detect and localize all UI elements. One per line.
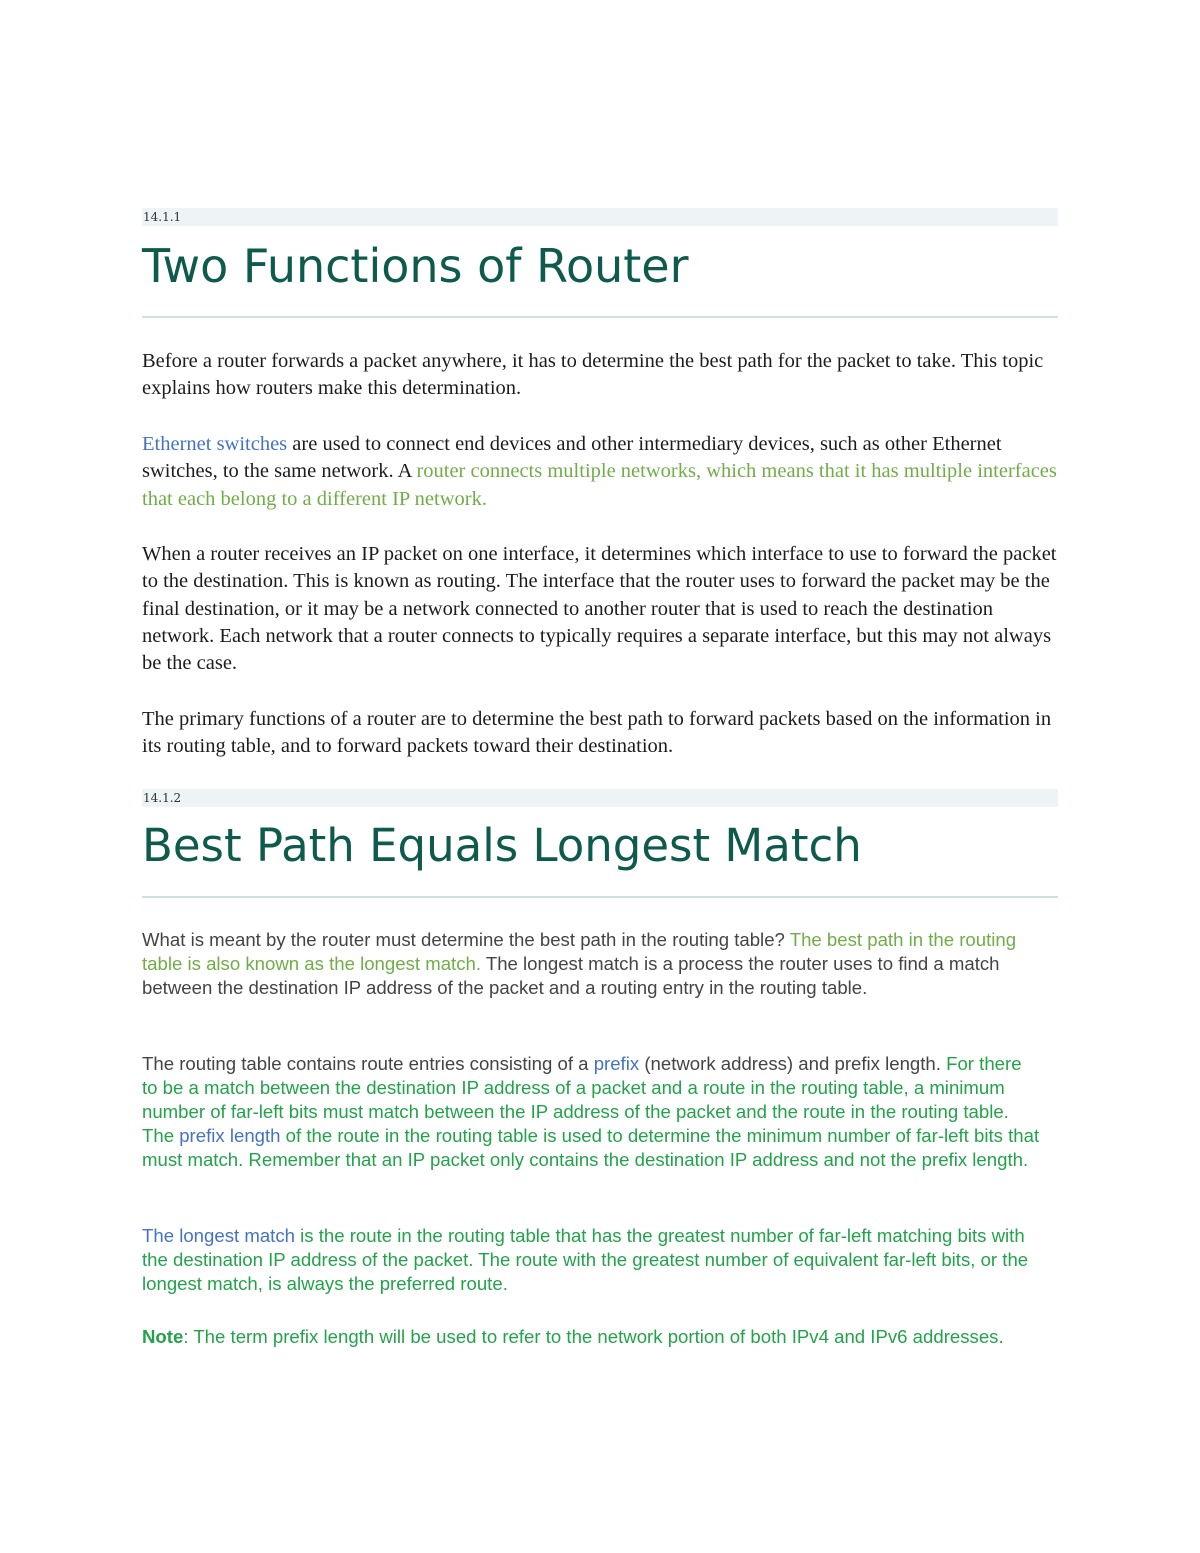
green-highlight: is the route in the routing table that has the greatest number of far-left matching bits with the destination IP address of the packet. The route with the greatest number of equivalent far-left bits, or the longest match, is always the preferred route.: [142, 1225, 1029, 1294]
green-highlight: router connects multiple networks, which means that it has multiple interfaces that each belong to a different IP network.: [142, 460, 1057, 510]
paragraph-text: are used to connect end devices and other intermediary devices, such as other Ethernet switches, to the same network. A: [142, 433, 1002, 483]
paragraph-text: What is meant by the router must determine the best path in the routing table?: [142, 929, 790, 950]
paragraph-text: (network address) and prefix length.: [639, 1053, 947, 1074]
term-highlight: The longest match: [142, 1225, 295, 1246]
section-divider: [142, 896, 1058, 898]
term-highlight: prefix length: [179, 1125, 281, 1146]
paragraph: The primary functions of a router are to determine the best path to forward packets based on the information in its routing table, and to forward packets toward their destination.: [142, 708, 1052, 758]
term-highlight: prefix: [593, 1053, 640, 1074]
section-number: 14.1.1: [142, 208, 1058, 226]
paragraph: [142, 1224, 1042, 1296]
term-highlight: Ethernet switches: [142, 433, 288, 455]
paragraph: [142, 431, 1058, 513]
paragraph-text: The routing table contains route entries consisting of a: [142, 1053, 594, 1074]
paragraph: Before a router forwards a packet anywhere, it has to determine the best path for the packet to take. This topic explains how routers make this determination.: [142, 350, 1044, 400]
paragraph: [142, 1052, 1042, 1172]
paragraph: [142, 928, 1042, 1000]
green-highlight: For there to be a match between the destination IP address of a packet and a route in the routing table, a minimum number of far-left bits must match between the IP address of the packet and the route in the routing table. The: [142, 1053, 1022, 1146]
paragraph-text: The longest match is a process the router uses to find a match between the destination IP address of the packet and a routing entry in the routing table.: [142, 953, 1000, 998]
note-paragraph: [142, 1325, 1042, 1349]
green-highlight: The best path in the routing table is also known as the longest match.: [142, 929, 1017, 974]
section-title: Best Path Equals Longest Match: [142, 819, 862, 872]
section-number: 14.1.2: [142, 789, 1058, 807]
note-label: Note: [142, 1326, 184, 1347]
section-title: Two Functions of Router: [142, 239, 689, 293]
green-highlight: of the route in the routing table is used to determine the minimum number of far-left bits that must match. Remember that an IP packet only contains the destination IP address and not the prefix length.: [142, 1125, 1040, 1170]
paragraph: When a router receives an IP packet on one interface, it determines which interface to use to forward the packet to the destination. This is known as routing. The interface that the router uses to forward the packet may be the final destination, or it may be a network connected to another router that is used to reach the destination network. Each network that a router connects to typically requires a separate interface, but this may not always be the case.: [142, 543, 1057, 675]
note-text: : The term prefix length will be used to refer to the network portion of both IPv4 and IPv6 addresses.: [183, 1326, 1004, 1347]
section-divider: [142, 316, 1058, 318]
